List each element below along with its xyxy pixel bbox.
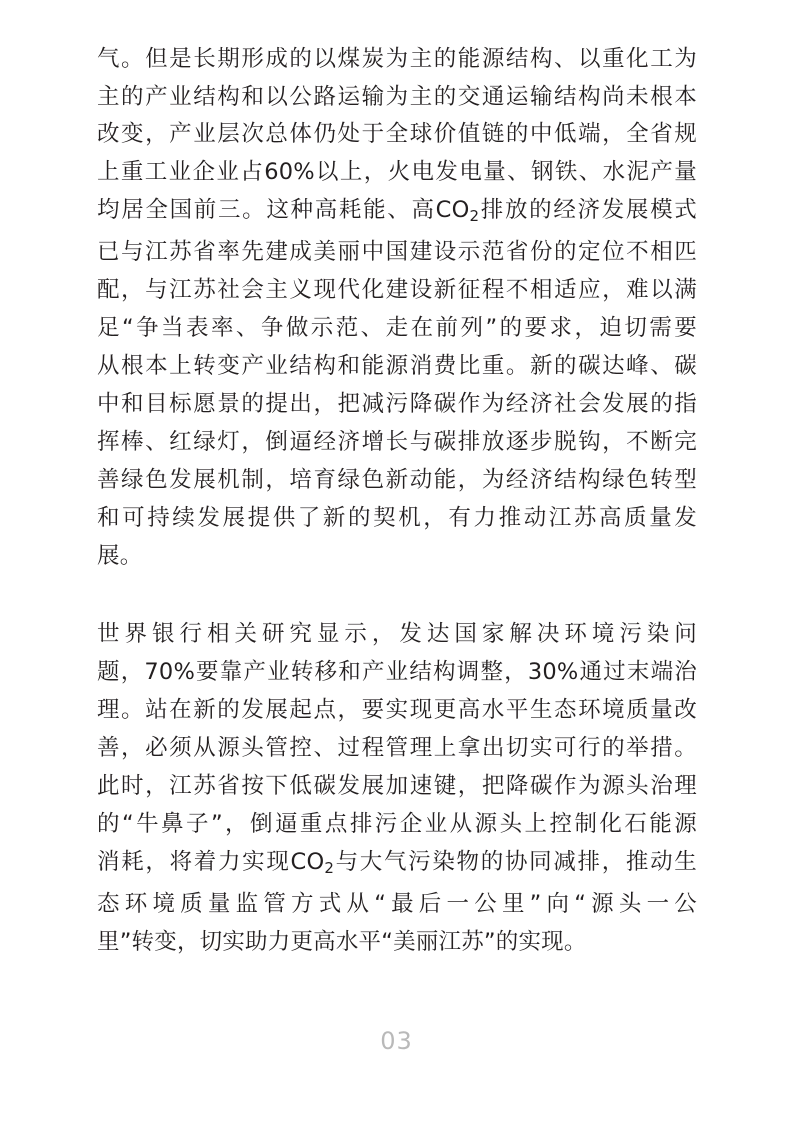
text-line-co2 bbox=[97, 845, 697, 879]
text-line: 主的产业结构和以公路运输为主的交通运输结构尚未根本 bbox=[97, 84, 697, 110]
text-line: 中和目标愿景的提出，把减污降碳作为经济社会发展的指 bbox=[97, 391, 697, 417]
text-line: 态环境质量监管方式从“最后一公里”向“源头一公 bbox=[97, 891, 697, 917]
text-line: 善绿色发展机制，培育绿色新动能，为经济结构绿色转型 bbox=[97, 467, 697, 493]
text-line: 世界银行相关研究显示，发达国家解决环境污染问 bbox=[97, 621, 697, 647]
text-segment: 均居全国前三。这种高耗能、高CO bbox=[97, 197, 470, 223]
text-line: 气。但是长期形成的以煤炭为主的能源结构、以重化工为 bbox=[97, 46, 697, 72]
text-line: 从根本上转变产业结构和能源消费比重。新的碳达峰、碳 bbox=[97, 353, 697, 379]
text-line: 改变，产业层次总体仍处于全球价值链的中低端，全省规 bbox=[97, 121, 697, 147]
text-line: 善，必须从源头管控、过程管理上拿出切实可行的举措。 bbox=[97, 735, 697, 761]
text-segment: 消耗，将着力实现CO bbox=[97, 849, 325, 875]
subscript-2: 2 bbox=[469, 207, 480, 225]
text-segment: 与大气污染物的协同减排，推动生 bbox=[334, 849, 697, 875]
text-line: 和可持续发展提供了新的契机，有力推动江苏高质量发 bbox=[97, 505, 697, 531]
text-line: 理。站在新的发展起点，要实现更高水平生态环境质量改 bbox=[97, 697, 697, 723]
text-segment: 排放的经济发展模式 bbox=[479, 197, 697, 223]
page-number: 03 bbox=[380, 1027, 413, 1055]
text-line: 题，70%要靠产业转移和产业结构调整，30%通过末端治 bbox=[97, 659, 697, 685]
text-line-co2 bbox=[97, 193, 697, 227]
text-line: 配，与江苏社会主义现代化建设新征程不相适应，难以满 bbox=[97, 277, 697, 303]
text-line: 足“争当表率、争做示范、走在前列”的要求，迫切需要 bbox=[97, 315, 697, 341]
subscript-2: 2 bbox=[324, 859, 335, 877]
text-line: 的“牛鼻子”，倒逼重点排污企业从源头上控制化石能源 bbox=[97, 811, 697, 837]
text-line: 挥棒、红绿灯，倒逼经济增长与碳排放逐步脱钩，不断完 bbox=[97, 429, 697, 455]
text-line: 此时，江苏省按下低碳发展加速键，把降碳作为源头治理 bbox=[97, 773, 697, 799]
text-line: 里”转变，切实助力更高水平“美丽江苏”的实现。 bbox=[97, 929, 587, 955]
text-line: 已与江苏省率先建成美丽中国建设示范省份的定位不相匹 bbox=[97, 239, 697, 265]
text-line: 上重工业企业占60%以上，火电发电量、钢铁、水泥产量 bbox=[97, 159, 697, 185]
text-line: 展。 bbox=[97, 543, 143, 569]
